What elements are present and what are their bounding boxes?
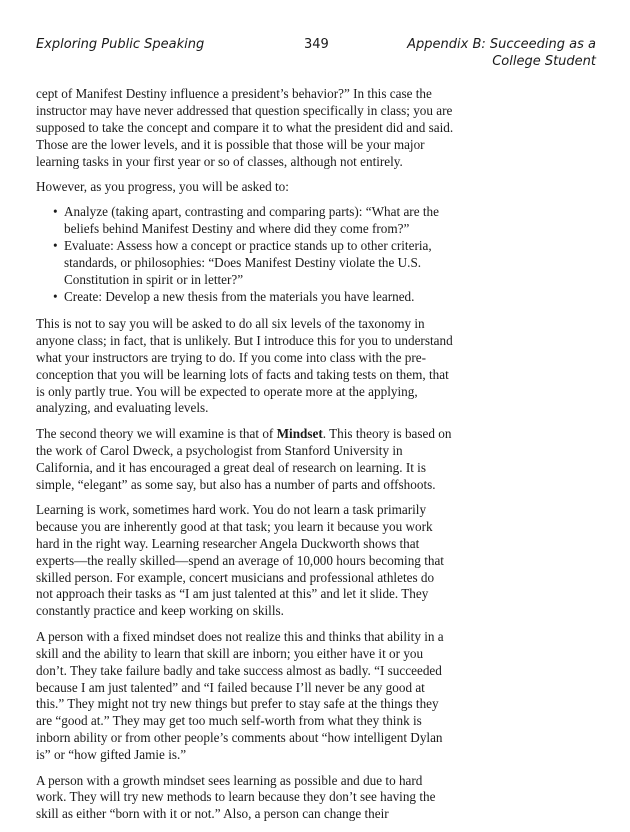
book-title: Exploring Public Speaking xyxy=(36,37,205,52)
list-item xyxy=(53,288,454,306)
list-item-text: Analyze (taking apart, contrasting and comparing parts): “What are the beliefs behind Manifest Destiny and where did they come from?” xyxy=(64,204,439,237)
bullet-list xyxy=(36,204,454,305)
paragraph-4-rest: . This theory is based on the work of Carol Dweck, a psychologist from Stanford University in California, and it has encouraged a great deal of research on learning. It is simple, “elegant” as some say, but also has a number of parts and offshoots. xyxy=(36,425,452,492)
list-item-text: Evaluate: Assess how a concept or practice stands up to other criteria, standards, or philosophies: “Does Manifest Destiny violate the U.S. Constitution in spirit or in letter?” xyxy=(64,238,432,288)
body-text xyxy=(36,86,454,832)
section-title xyxy=(376,36,596,70)
paragraph-6: A person with a fixed mindset does not realize this and thinks that ability in a skill and the ability to learn that skill are inborn; you either have it or you don’t. They take failure badly and take success almost as badly. “I succeeded because I am just talented” and “I failed because I’ll never be any good at this.” They might not try new things but prefer to stay safe at the things they are “good at.” They may get too much self-worth from what they think is inborn ability or from other people’s comments about “how intelligent Dylan is” or “how gifted Jamie is.” xyxy=(36,628,444,763)
section-title-line-2: College Student xyxy=(492,54,596,69)
section-title-line-1: Appendix B: Succeeding as a xyxy=(407,37,596,52)
paragraph-3: This is not to say you will be asked to do all six levels of the taxonomy in anyone class; in fact, that is unlikely. But I introduce this for you to understand what your instructors are trying to do. If you come into class with the pre-conception that you will be learning lots of facts and taking tests on them, that is only partly true. You will be expected to operate more at the applying, analyzing, and evaluating levels. xyxy=(36,315,453,416)
paragraph-1: cept of Manifest Destiny influence a president’s behavior?” In this case the instructor may have never addressed that question specifically in class; you are supposed to take the concept and compare it to what the president did and said. Those are the lower levels, and it is possible that those will be your major learning tasks in your first year or so of classes, although not entirely. xyxy=(36,86,454,169)
mindset-term: Mindset xyxy=(276,425,323,441)
bullet-marker: • xyxy=(53,288,58,304)
running-header xyxy=(36,36,596,72)
paragraph-4-lead: The second theory we will examine is that of xyxy=(36,425,277,441)
bullet-marker: • xyxy=(53,204,58,220)
list-item-text: Create: Develop a new thesis from the materials you have learned. xyxy=(64,288,415,304)
paragraph-2: However, as you progress, you will be asked to: xyxy=(36,179,289,195)
bullet-marker: • xyxy=(53,238,58,254)
list-item xyxy=(53,238,454,289)
paragraph-7: A person with a growth mindset sees learning as possible and due to hard work. They will try new methods to learn because they don’t see having the skill as either “born with it or not.” Also, a person can change their xyxy=(36,772,436,822)
list-item xyxy=(53,204,454,238)
paragraph-5: Learning is work, sometimes hard work. You do not learn a task primarily because you are inherently good at that task; you learn it because you work hard in the right way. Learning researcher Angela Duckworth shows that experts—the really skilled—spend an average of 10,000 hours becoming that skilled person. For example, concert musicians and professional athletes do not approach their tasks as “I am just talented at this” and let it slide. They constantly practice and keep working on skills. xyxy=(36,501,444,619)
page-number: 349 xyxy=(304,37,329,52)
paragraph-4 xyxy=(36,426,454,494)
